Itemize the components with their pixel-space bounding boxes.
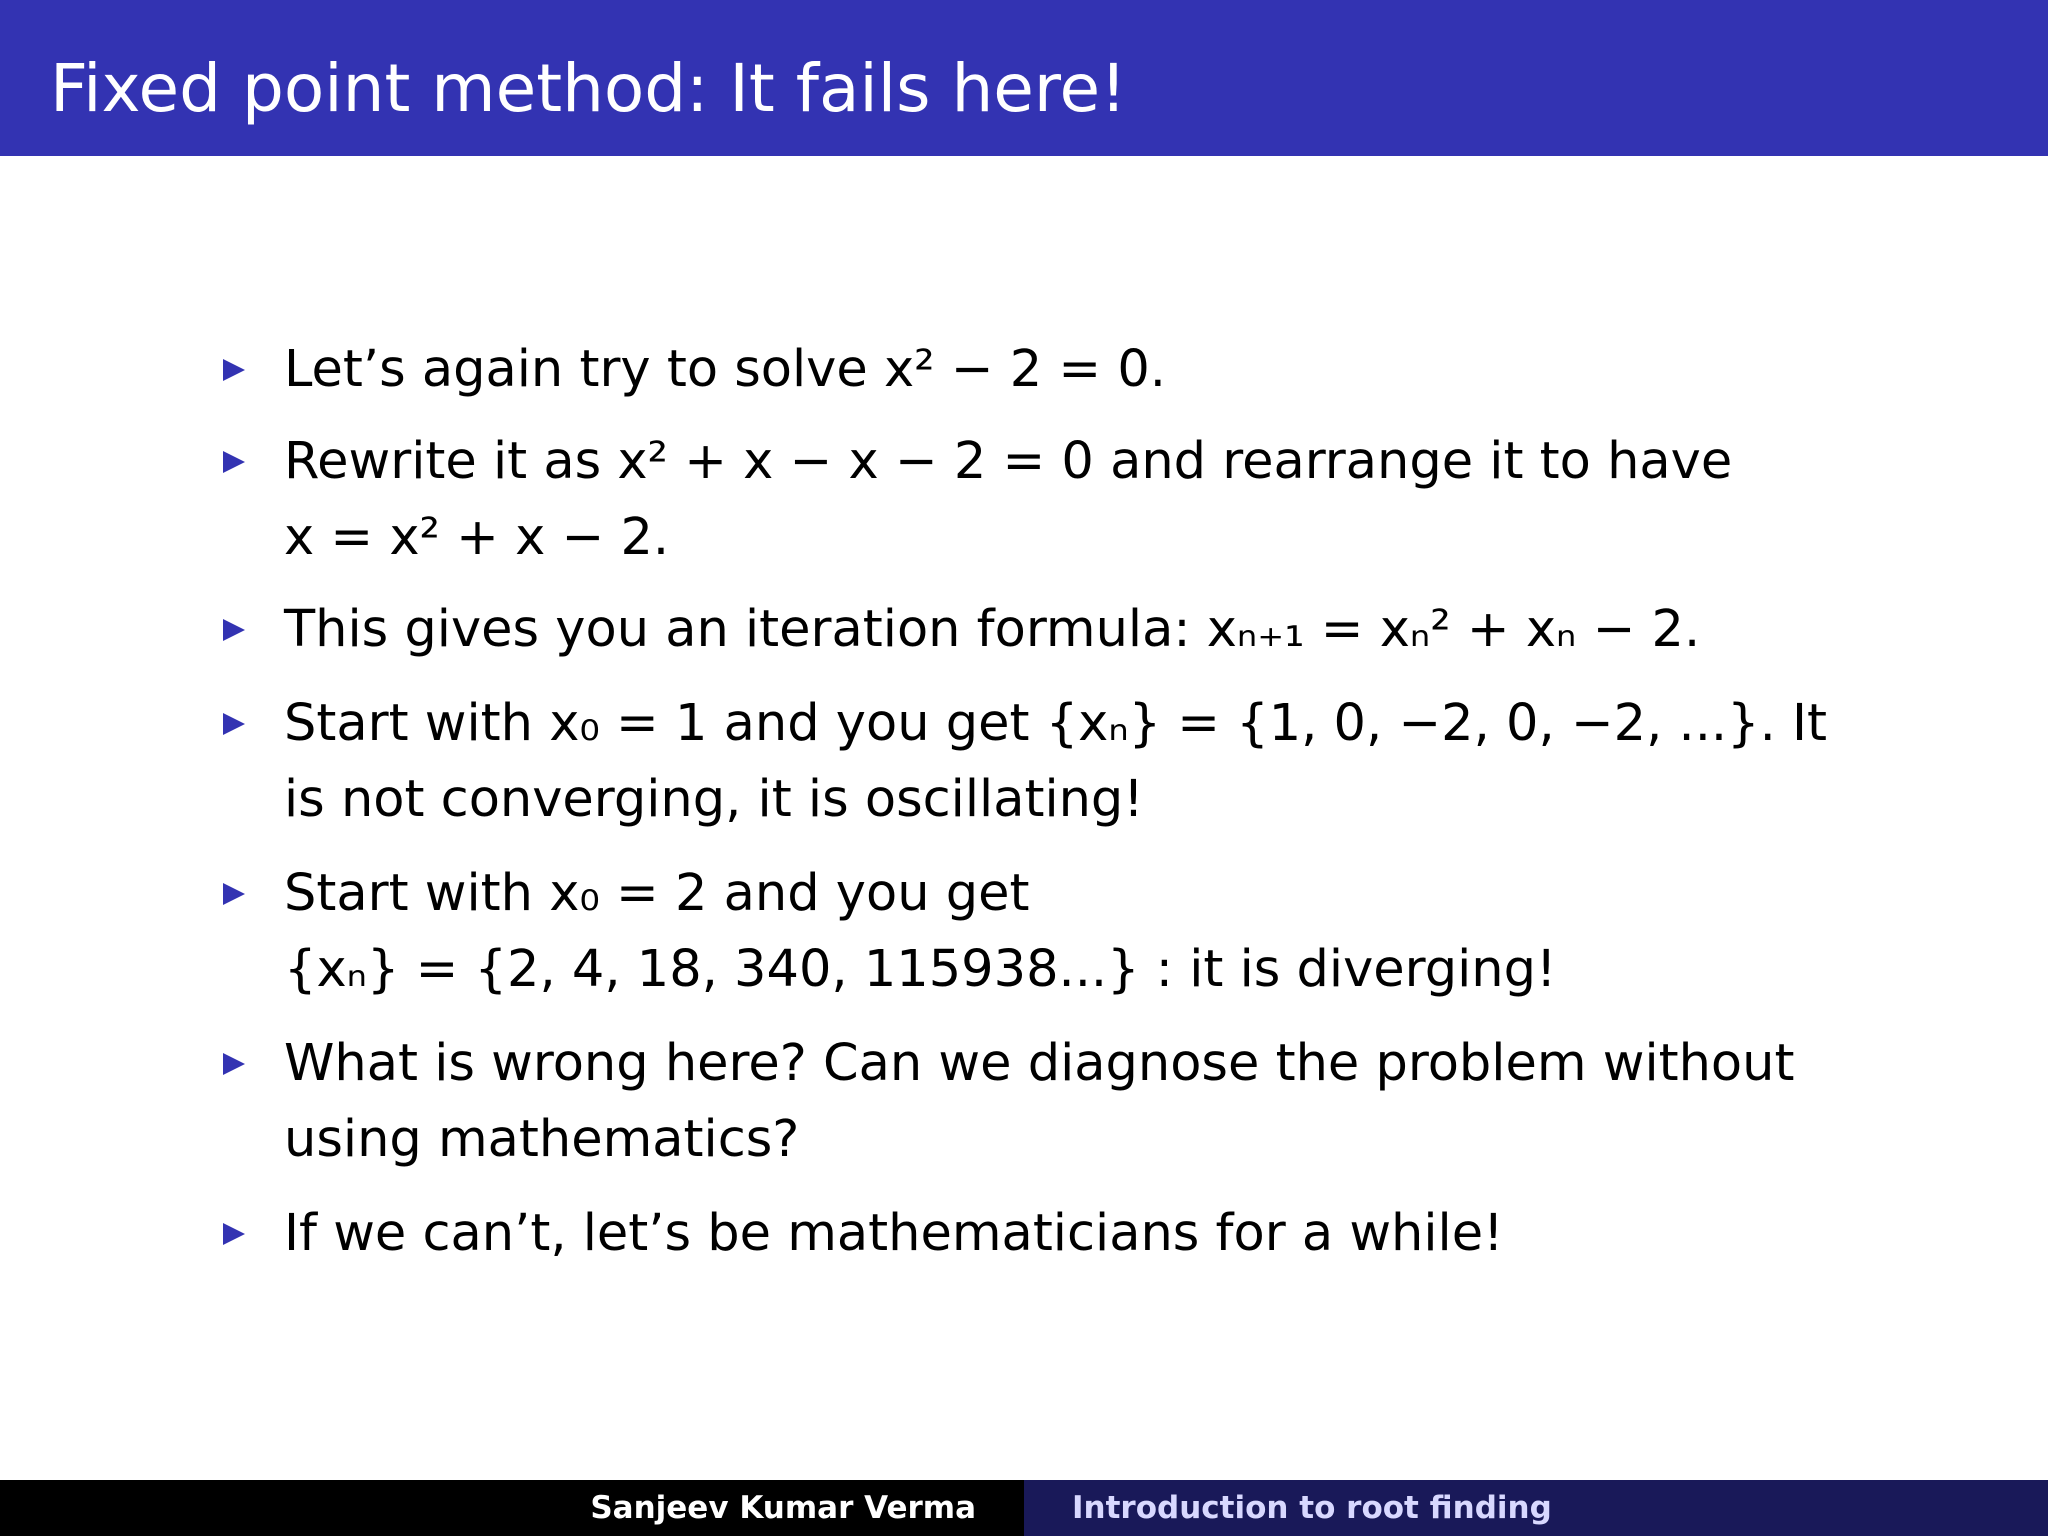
footer-author: Sanjeev Kumar Verma bbox=[590, 1490, 976, 1526]
bullet-text-line: using mathematics? bbox=[284, 1110, 800, 1169]
triangle-right-icon bbox=[220, 1220, 248, 1248]
bullet-text-line: is not converging, it is oscillating! bbox=[284, 770, 1144, 829]
bullet-text-line: Start with x₀ = 1 and you get {xₙ} = {1, 0, −2, 0, −2, ...}. It bbox=[284, 694, 1828, 753]
bullet-text-line: x = x² + x − 2. bbox=[284, 508, 670, 567]
footer-talk-title: Introduction to root finding bbox=[1072, 1490, 1552, 1526]
footer-author-panel bbox=[0, 1480, 1024, 1536]
bullet-text-line: Let’s again try to solve x² − 2 = 0. bbox=[284, 340, 1166, 399]
triangle-right-icon bbox=[220, 880, 248, 908]
triangle-right-icon bbox=[220, 710, 248, 738]
bullet-text-line: Rewrite it as x² + x − x − 2 = 0 and rearrange it to have bbox=[284, 432, 1733, 491]
bullet-text-line: Start with x₀ = 2 and you get bbox=[284, 864, 1030, 923]
bullet-text-line: What is wrong here? Can we diagnose the problem without bbox=[284, 1034, 1795, 1093]
bullet-text-line: This gives you an iteration formula: xₙ₊₁ = xₙ² + xₙ − 2. bbox=[284, 600, 1701, 659]
slide-title: Fixed point method: It fails here! bbox=[50, 50, 1127, 127]
footer-title-panel bbox=[1024, 1480, 2048, 1536]
triangle-right-icon bbox=[220, 356, 248, 384]
bullet-text-line: {xₙ} = {2, 4, 18, 340, 115938...} : it is diverging! bbox=[284, 940, 1557, 999]
bullet-text-line: If we can’t, let’s be mathematicians for a while! bbox=[284, 1204, 1504, 1263]
triangle-right-icon bbox=[220, 448, 248, 476]
triangle-right-icon bbox=[220, 616, 248, 644]
footer bbox=[0, 1480, 2048, 1536]
triangle-right-icon bbox=[220, 1050, 248, 1078]
